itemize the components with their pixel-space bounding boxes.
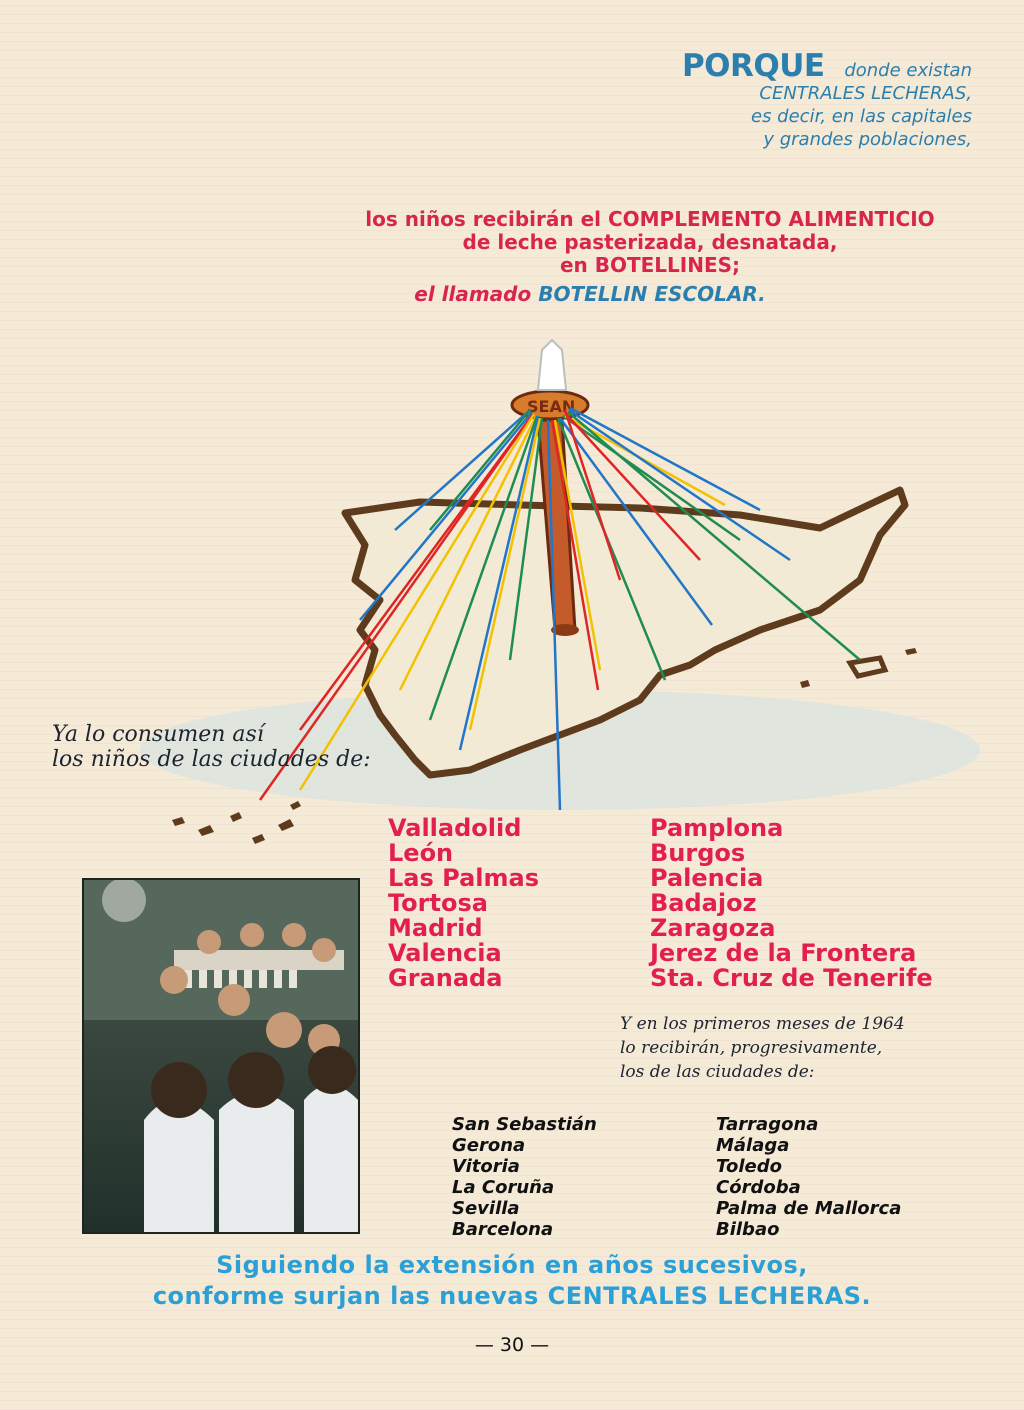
- cities-1964-col1: [452, 1114, 652, 1240]
- city-now: Tortosa: [388, 889, 488, 917]
- statement-block: [300, 208, 1000, 306]
- city-now: Las Palmas: [388, 864, 539, 892]
- statement-line-1: los niños recibirán el COMPLEMENTO ALIMENTICIO: [365, 207, 935, 231]
- footer-statement: [30, 1250, 994, 1312]
- intro-line-3: es decir, en las capitales: [751, 106, 972, 127]
- cities-1964-col2: [716, 1114, 976, 1240]
- city-now: Jerez de la Frontera: [650, 939, 917, 967]
- city-1964: Barcelona: [452, 1219, 554, 1240]
- page-number: — 30 —: [474, 1334, 550, 1356]
- future-line-1: Y en los primeros meses de 1964: [620, 1014, 905, 1034]
- city-1964: Málaga: [716, 1135, 790, 1156]
- city-now: Sta. Cruz de Tenerife: [650, 964, 933, 992]
- statement-line-4: el llamado BOTELLIN ESCOLAR.: [414, 282, 766, 306]
- spain-map-illustration: [0, 330, 1024, 890]
- city-1964: Bilbao: [716, 1219, 780, 1240]
- city-now: Valladolid: [388, 814, 522, 842]
- city-1964: La Coruña: [452, 1177, 555, 1198]
- future-line-2: lo recibirán, progresivamente,: [620, 1038, 883, 1058]
- city-1964: Toledo: [716, 1156, 782, 1177]
- city-now: Burgos: [650, 839, 746, 867]
- intro-text: [372, 48, 972, 151]
- city-1964: Córdoba: [716, 1177, 801, 1198]
- city-now: Zaragoza: [650, 914, 776, 942]
- consume-caption: [52, 722, 432, 772]
- balearic-islands: [850, 658, 885, 676]
- city-now: León: [388, 839, 454, 867]
- porque-heading: PORQUE: [681, 48, 825, 84]
- intro-line-1: PORQUE donde existan: [681, 48, 972, 84]
- city-1964: San Sebastián: [452, 1114, 597, 1135]
- milk-bottle-icon: [538, 340, 566, 390]
- monument-label: SEAN: [527, 397, 576, 416]
- statement-line-3: en BOTELLINES;: [559, 253, 741, 277]
- city-1964: Sevilla: [452, 1198, 520, 1219]
- city-now: Badajoz: [650, 889, 757, 917]
- city-now: Madrid: [388, 914, 483, 942]
- children-photo-illustration: [84, 880, 358, 1232]
- footer-line-1: Siguiendo la extensión en años sucesivos,: [216, 1251, 808, 1279]
- canary-islands: [172, 801, 301, 844]
- city-now: Palencia: [650, 864, 764, 892]
- city-now: Granada: [388, 964, 503, 992]
- intro-line-4: y grandes poblaciones,: [763, 129, 972, 150]
- consume-line-2: los niños de las ciudades de:: [52, 747, 371, 772]
- children-photo: [82, 878, 360, 1234]
- future-line-3: los de las ciudades de:: [620, 1062, 815, 1082]
- city-1964: Gerona: [452, 1135, 526, 1156]
- cities-now-col1: [388, 816, 588, 991]
- consume-line-1: Ya lo consumen así: [52, 722, 264, 747]
- statement-line-2: de leche pasterizada, desnatada,: [462, 230, 838, 254]
- city-now: Pamplona: [650, 814, 784, 842]
- city-1964: Vitoria: [452, 1156, 520, 1177]
- future-caption: [620, 1012, 980, 1084]
- cities-now-col2: [650, 816, 970, 991]
- city-1964: Palma de Mallorca: [716, 1198, 902, 1219]
- city-1964: Tarragona: [716, 1114, 819, 1135]
- footer-line-2: conforme surjan las nuevas CENTRALES LECHERAS.: [152, 1282, 872, 1310]
- intro-line-2: CENTRALES LECHERAS,: [759, 83, 972, 104]
- city-now: Valencia: [388, 939, 502, 967]
